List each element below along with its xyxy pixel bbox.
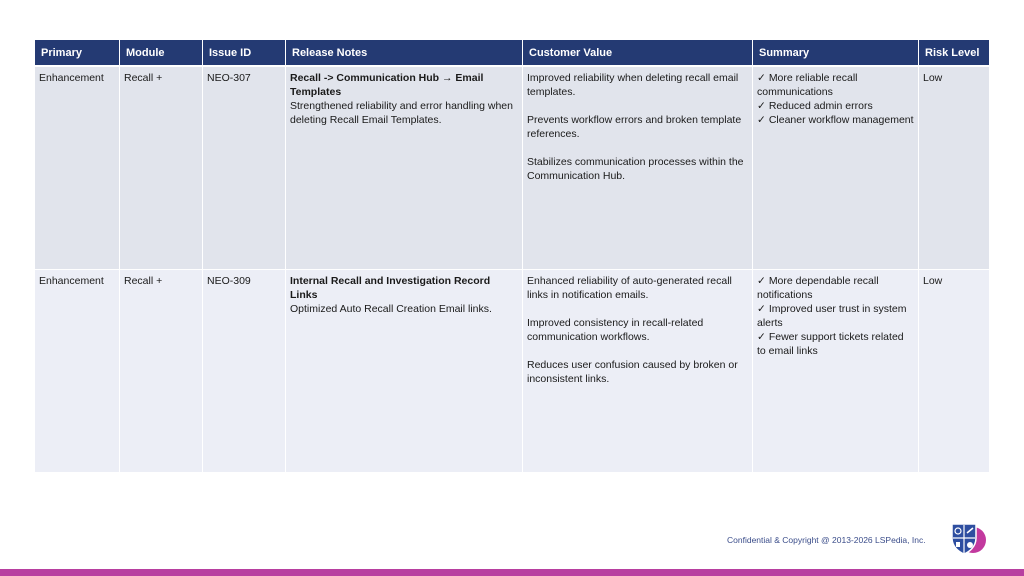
summary-item-text: Cleaner workflow management [768,114,914,126]
check-icon: ✓ [757,275,766,287]
cell-primary: Enhancement [35,270,120,473]
summary-item-text: Reduced admin errors [768,100,873,112]
cell-release-notes [286,270,523,473]
check-icon: ✓ [757,303,766,315]
cell-module: Recall + [120,270,203,473]
cell-module: Recall + [120,67,203,270]
header-release-notes: Release Notes [286,40,523,67]
release-notes-table-container [35,40,989,473]
check-icon: ✓ [757,72,766,84]
cell-summary [753,270,919,473]
cell-issue-id: NEO-307 [203,67,286,270]
cell-risk-level: Low [919,67,989,270]
cell-customer-value [523,67,753,270]
check-icon: ✓ [757,100,766,112]
summary-item-text: More dependable recall notifications [757,275,879,301]
copyright-footer: Confidential & Copyright @ 2013-2026 LSPedia, Inc. [727,535,926,545]
release-notes-table [35,40,989,473]
customer-value-paragraph: Enhanced reliability of auto-generated recall links in notification emails. [527,275,732,301]
summary-item [757,71,914,99]
header-primary: Primary [35,40,120,67]
table-row [35,270,989,473]
cell-release-notes [286,67,523,270]
cell-primary: Enhancement [35,67,120,270]
summary-item [757,274,914,302]
release-note-body: Optimized Auto Recall Creation Email links. [290,303,492,315]
customer-value-paragraph: Reduces user confusion caused by broken or inconsistent links. [527,359,738,385]
cell-customer-value [523,270,753,473]
summary-item-text: More reliable recall communications [757,72,858,98]
summary-item [757,302,914,330]
customer-value-paragraph: Improved consistency in recall-related communication workflows. [527,317,704,343]
header-customer-value: Customer Value [523,40,753,67]
bottom-accent-bar [0,569,1024,576]
summary-item-text: Improved user trust in system alerts [757,303,907,329]
summary-item-text: Fewer support tickets related to email links [757,331,904,357]
customer-value-paragraph: Stabilizes communication processes within the Communication Hub. [527,156,744,182]
cell-risk-level: Low [919,270,989,473]
header-issue-id: Issue ID [203,40,286,67]
summary-item [757,99,914,113]
summary-item [757,330,914,358]
header-module: Module [120,40,203,67]
cell-summary [753,67,919,270]
header-summary: Summary [753,40,919,67]
customer-value-paragraph: Prevents workflow errors and broken template references. [527,114,742,140]
check-icon: ✓ [757,114,766,126]
release-note-title: Recall -> Communication Hub → Email Templates [290,72,484,98]
table-row [35,67,989,270]
release-note-title: Internal Recall and Investigation Record Links [290,275,491,301]
customer-value-paragraph: Improved reliability when deleting recall email templates. [527,72,739,98]
company-logo-icon [947,518,987,558]
release-note-body: Strengthened reliability and error handling when deleting Recall Email Templates. [290,100,513,126]
summary-item [757,113,914,127]
check-icon: ✓ [757,331,766,343]
header-risk-level: Risk Level [919,40,989,67]
table-header-row [35,40,989,67]
cell-issue-id: NEO-309 [203,270,286,473]
